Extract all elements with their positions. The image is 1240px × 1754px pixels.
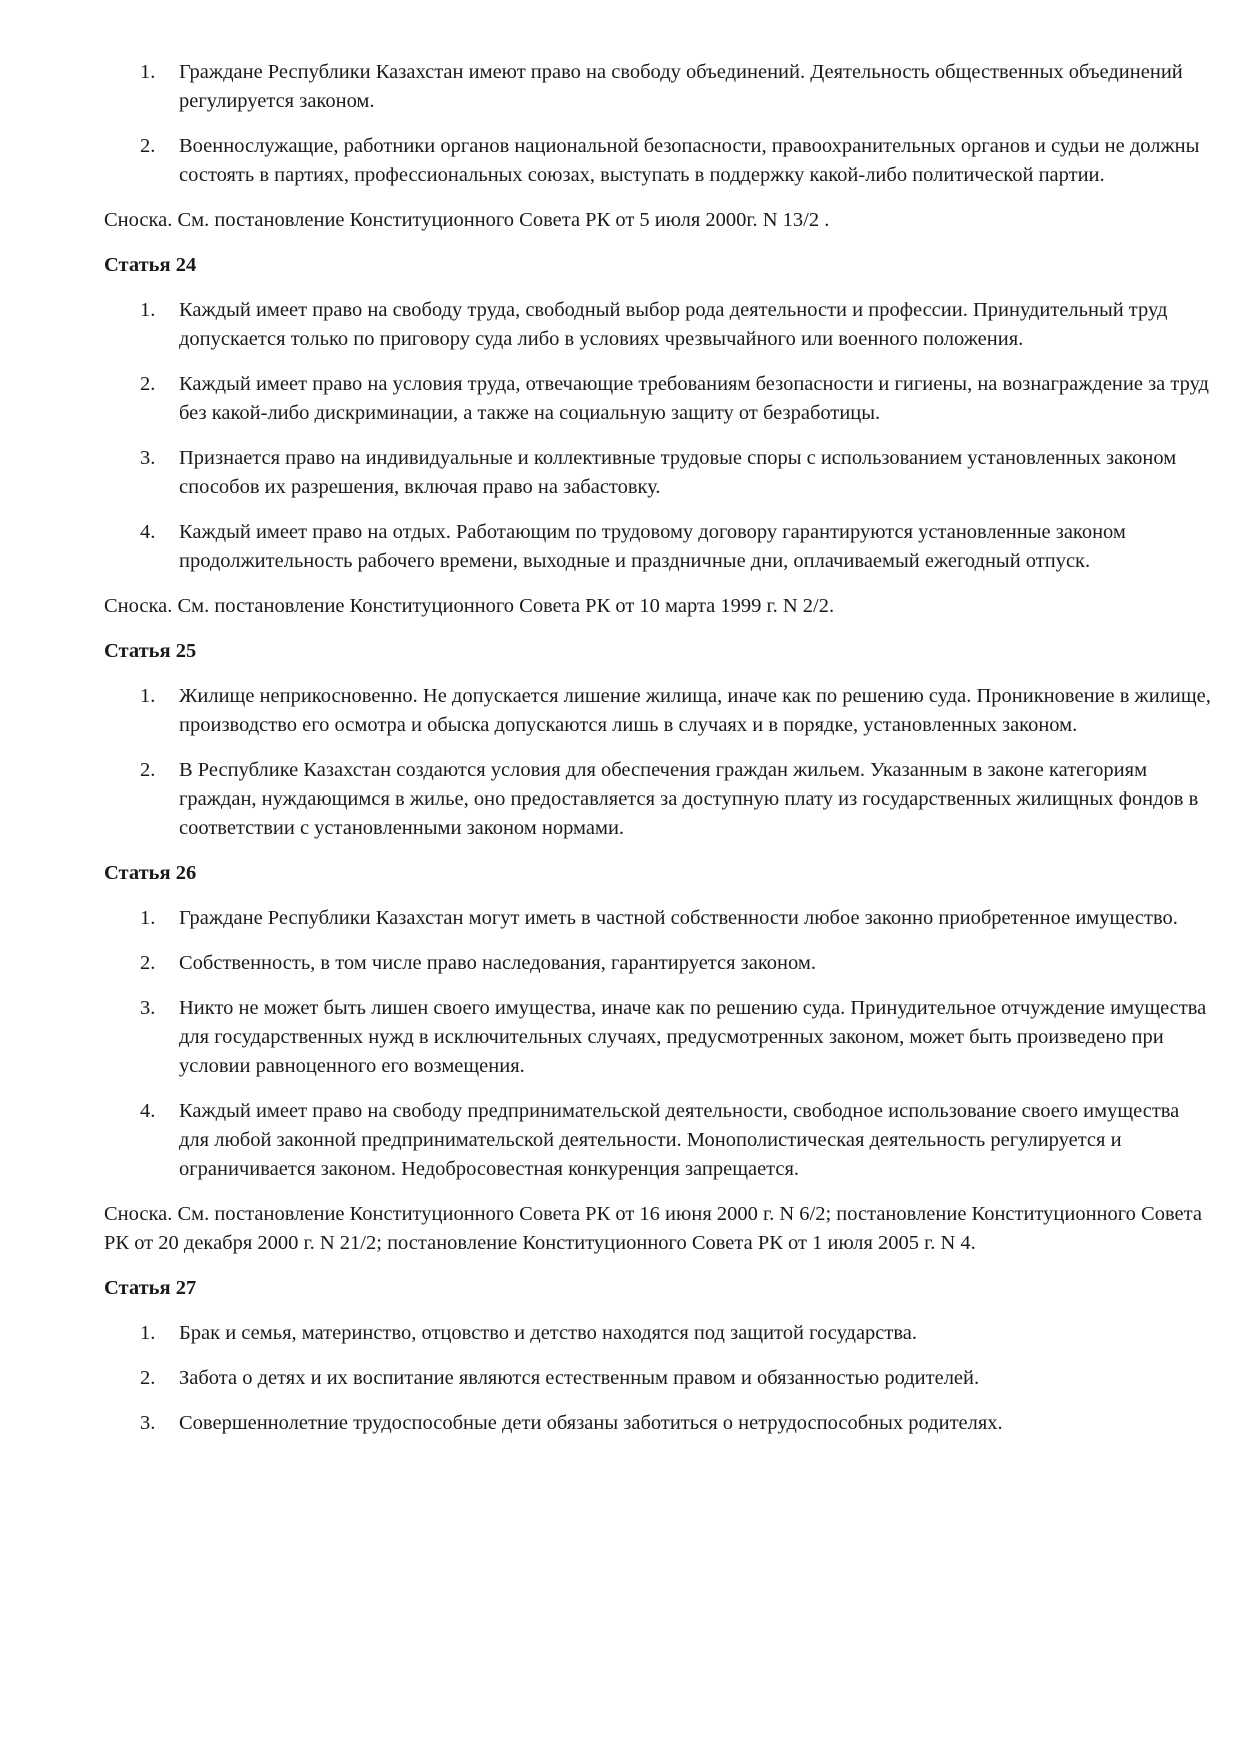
article-27 <box>104 1274 1214 1438</box>
article-24 <box>104 251 1214 621</box>
item-number: 3. <box>140 997 156 1019</box>
article-items <box>104 58 1214 190</box>
article-title: Статья 27 <box>104 1277 197 1299</box>
item-text: Каждый имеет право на свободу труда, свободный выбор рода деятельности и профессии. Принудительный труд допускается только по приговору суда либо в условиях чрезвычайного или военного положения. <box>179 299 1168 350</box>
item-text: Каждый имеет право на условия труда, отвечающие требованиям безопасности и гигиены, на вознаграждение за труд без какой-либо дискриминации, а также на социальную защиту от безработицы. <box>179 373 1209 424</box>
footnote: Сноска. См. постановление Конституционного Совета РК от 10 марта 1999 г. N 2/2. <box>104 595 835 617</box>
item-number: 2. <box>140 759 156 781</box>
item-text: Никто не может быть лишен своего имущества, иначе как по решению суда. Принудительное отчуждение имущества для государственных нужд в исключительных случаях, предусмотренных законом, может быть произведено при условии равноценного его возмещения. <box>179 997 1207 1077</box>
list-item <box>104 756 1214 843</box>
item-number: 1. <box>140 299 156 321</box>
article-title: Статья 25 <box>104 640 197 662</box>
item-text: Совершеннолетние трудоспособные дети обязаны заботиться о нетрудоспособных родителях. <box>179 1412 1003 1434</box>
item-text: Забота о детях и их воспитание являются естественным правом и обязанностью родителей. <box>179 1367 980 1389</box>
list-item <box>104 904 1214 933</box>
list-item <box>104 132 1214 190</box>
document-page <box>104 58 1214 1438</box>
item-number: 4. <box>140 521 156 543</box>
item-number: 1. <box>140 1322 156 1344</box>
list-item <box>104 994 1214 1081</box>
item-text: Признается право на индивидуальные и коллективные трудовые споры с использованием установленных законом способов их разрешения, включая право на забастовку. <box>179 447 1177 498</box>
list-item <box>104 58 1214 116</box>
list-item <box>104 682 1214 740</box>
item-number: 4. <box>140 1100 156 1122</box>
item-number: 2. <box>140 373 156 395</box>
article-items <box>104 904 1214 1184</box>
item-number: 3. <box>140 447 156 469</box>
item-text: Каждый имеет право на свободу предпринимательской деятельности, свободное использование своего имущества для любой законной предпринимательской деятельности. Монополистическая деятельность регулируется и ограничивается законом. Недобросовестная конкуренция запрещается. <box>179 1100 1180 1180</box>
item-number: 1. <box>140 685 156 707</box>
item-number: 1. <box>140 61 156 83</box>
list-item <box>104 1364 1214 1393</box>
list-item <box>104 370 1214 428</box>
article-title: Статья 26 <box>104 862 197 884</box>
item-text: Брак и семья, материнство, отцовство и детство находятся под защитой государства. <box>179 1322 917 1344</box>
list-item <box>104 1097 1214 1184</box>
footnote: Сноска. См. постановление Конституционного Совета РК от 16 июня 2000 г. N 6/2; постановление Конституционного Совета РК от 20 декабря 2000 г. N 21/2; постановление Конституционного Совета РК от 1 июля 2005 г. N 4. <box>104 1203 1202 1254</box>
list-item <box>104 444 1214 502</box>
item-text: Каждый имеет право на отдых. Работающим по трудовому договору гарантируются установленные законом продолжительность рабочего времени, выходные и праздничные дни, оплачиваемый ежегодный отпуск. <box>179 521 1126 572</box>
list-item <box>104 1409 1214 1438</box>
list-item <box>104 518 1214 576</box>
list-item <box>104 949 1214 978</box>
item-text: Граждане Республики Казахстан имеют право на свободу объединений. Деятельность общественных объединений регулируется законом. <box>179 61 1183 112</box>
item-number: 2. <box>140 952 156 974</box>
article-23-continuation <box>104 58 1214 235</box>
list-item <box>104 1319 1214 1348</box>
article-26 <box>104 859 1214 1258</box>
article-25 <box>104 637 1214 843</box>
item-text: Жилище неприкосновенно. Не допускается лишение жилища, иначе как по решению суда. Проникновение в жилище, производство его осмотра и обыска допускаются лишь в случаях и в порядке, установленных законом. <box>179 685 1211 736</box>
item-number: 2. <box>140 135 156 157</box>
article-title: Статья 24 <box>104 254 197 276</box>
article-items <box>104 296 1214 576</box>
item-number: 3. <box>140 1412 156 1434</box>
article-items <box>104 682 1214 843</box>
item-number: 1. <box>140 907 156 929</box>
item-text: Граждане Республики Казахстан могут иметь в частной собственности любое законно приобретенное имущество. <box>179 907 1178 929</box>
article-items <box>104 1319 1214 1438</box>
item-number: 2. <box>140 1367 156 1389</box>
list-item <box>104 296 1214 354</box>
item-text: В Республике Казахстан создаются условия для обеспечения граждан жильем. Указанным в законе категориям граждан, нуждающимся в жилье, оно предоставляется за доступную плату из государственных жилищных фондов в соответствии с установленными законом нормами. <box>179 759 1199 839</box>
item-text: Собственность, в том числе право наследования, гарантируется законом. <box>179 952 816 974</box>
footnote: Сноска. См. постановление Конституционного Совета РК от 5 июля 2000г. N 13/2 . <box>104 209 830 231</box>
item-text: Военнослужащие, работники органов национальной безопасности, правоохранительных органов и судьи не должны состоять в партиях, профессиональных союзах, выступать в поддержку какой-либо политической партии. <box>179 135 1200 186</box>
